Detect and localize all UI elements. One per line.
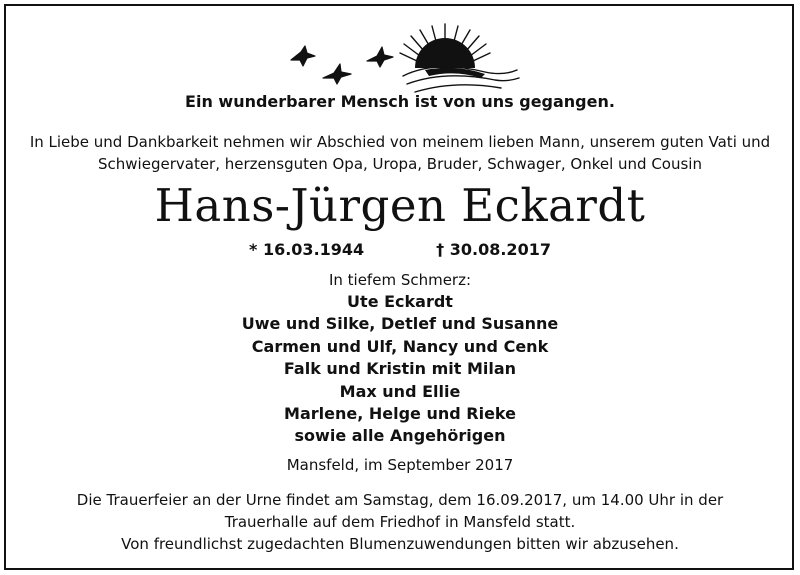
death-date: † 30.08.2017 [436, 240, 551, 259]
motto-heading: Ein wunderbarer Mensch ist von uns gegangen. [185, 92, 615, 111]
mourner-line: Marlene, Helge und Rieke [284, 404, 516, 424]
place-date: Mansfeld, im September 2017 [286, 456, 514, 474]
intro-line: Schwiegervater, herzensguten Opa, Uropa, Bruder, Schwager, Onkel und Cousin [98, 155, 702, 173]
mourner-line: Ute Eckardt [347, 292, 453, 311]
birds-flying-toward-sunrise-icon [285, 18, 525, 102]
mourning-heading: In tiefem Schmerz: [328, 271, 472, 289]
birth-date: * 16.03.1944 [249, 240, 365, 259]
deceased-name: Hans-Jürgen Eckardt [154, 179, 646, 232]
mourner-line: sowie alle Angehörigen [294, 426, 506, 446]
service-line: Die Trauerfeier an der Urne findet am Samstag, dem 16.09.2017, um 14.00 Uhr in der [76, 491, 724, 509]
service-line: Trauerhalle auf dem Friedhof in Mansfeld statt. [224, 513, 576, 531]
service-line: Von freundlichst zugedachten Blumenzuwendungen bitten wir abzusehen. [121, 535, 679, 553]
intro-text [0, 131, 800, 175]
intro-line: In Liebe und Dankbarkeit nehmen wir Abschied von meinem lieben Mann, unserem guten Vati und [29, 133, 771, 151]
mourner-line: Carmen und Ulf, Nancy und Cenk [251, 336, 549, 356]
mourner-line: Max und Ellie [339, 381, 461, 401]
life-dates [0, 240, 800, 259]
service-info [0, 489, 800, 555]
mourner-line: Falk und Kristin mit Milan [283, 359, 517, 379]
mourner-line: Uwe und Silke, Detlef und Susanne [241, 314, 559, 334]
mourners-list [0, 291, 800, 448]
